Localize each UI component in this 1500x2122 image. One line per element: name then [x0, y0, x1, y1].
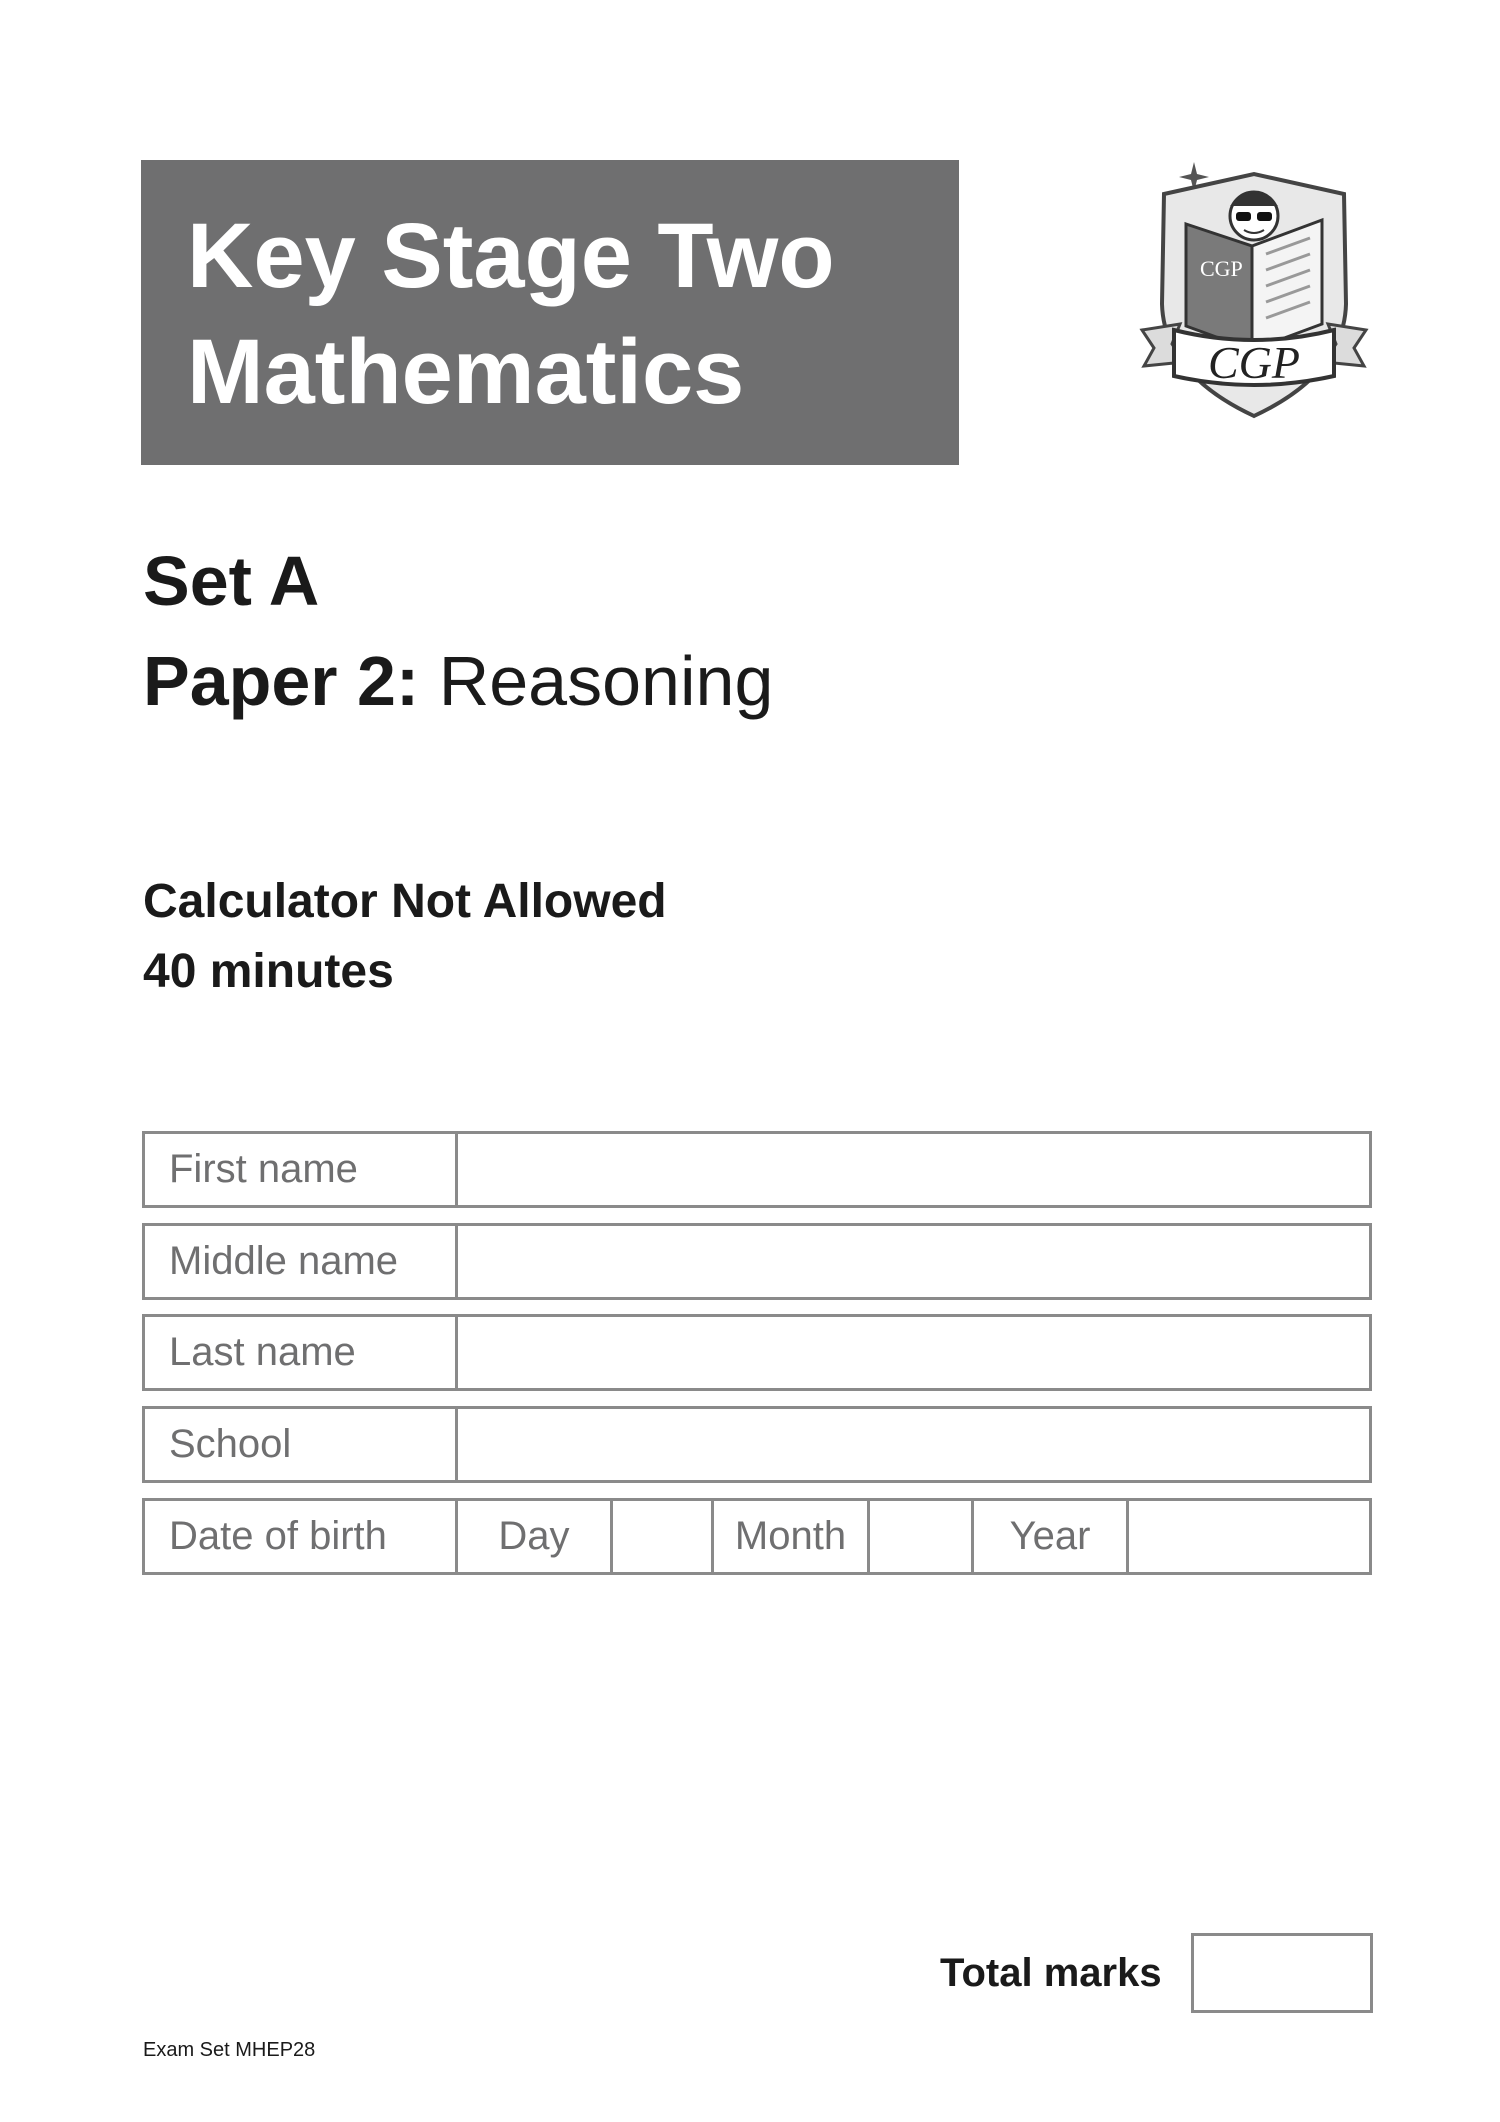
logo-text: CGP — [1208, 337, 1300, 388]
first-name-row — [142, 1131, 1372, 1208]
month-field[interactable] — [870, 1501, 974, 1572]
year-label: Year — [974, 1501, 1129, 1572]
date-of-birth-label: Date of birth — [145, 1501, 458, 1572]
school-field[interactable] — [458, 1409, 1369, 1480]
month-label: Month — [714, 1501, 870, 1572]
date-of-birth-row — [142, 1498, 1372, 1575]
first-name-label: First name — [145, 1134, 458, 1205]
last-name-field[interactable] — [458, 1317, 1369, 1388]
paper-name: Reasoning — [438, 642, 774, 720]
duration: 40 minutes — [143, 945, 394, 998]
cgp-shield-logo-icon — [1124, 154, 1384, 419]
last-name-label: Last name — [145, 1317, 458, 1388]
school-row — [142, 1406, 1372, 1483]
calculator-rule: Calculator Not Allowed — [143, 875, 667, 928]
total-marks-box[interactable] — [1191, 1933, 1373, 2013]
middle-name-label: Middle name — [145, 1226, 458, 1297]
middle-name-field[interactable] — [458, 1226, 1369, 1297]
set-label: Set A — [143, 542, 320, 620]
school-label: School — [145, 1409, 458, 1480]
first-name-field[interactable] — [458, 1134, 1369, 1205]
exam-set-code: Exam Set MHEP28 — [143, 2039, 316, 2061]
title-line-1: Key Stage Two — [187, 205, 835, 307]
year-field[interactable] — [1129, 1501, 1369, 1572]
paper-number: Paper 2: — [143, 642, 420, 720]
title-line-2: Mathematics — [187, 321, 745, 423]
middle-name-row — [142, 1223, 1372, 1300]
total-marks-label: Total marks — [940, 1951, 1162, 1995]
paper-title — [143, 638, 773, 724]
title-banner — [141, 160, 959, 465]
day-label: Day — [458, 1501, 613, 1572]
day-field[interactable] — [613, 1501, 714, 1572]
last-name-row — [142, 1314, 1372, 1391]
svg-text:CGP: CGP — [1200, 256, 1243, 281]
